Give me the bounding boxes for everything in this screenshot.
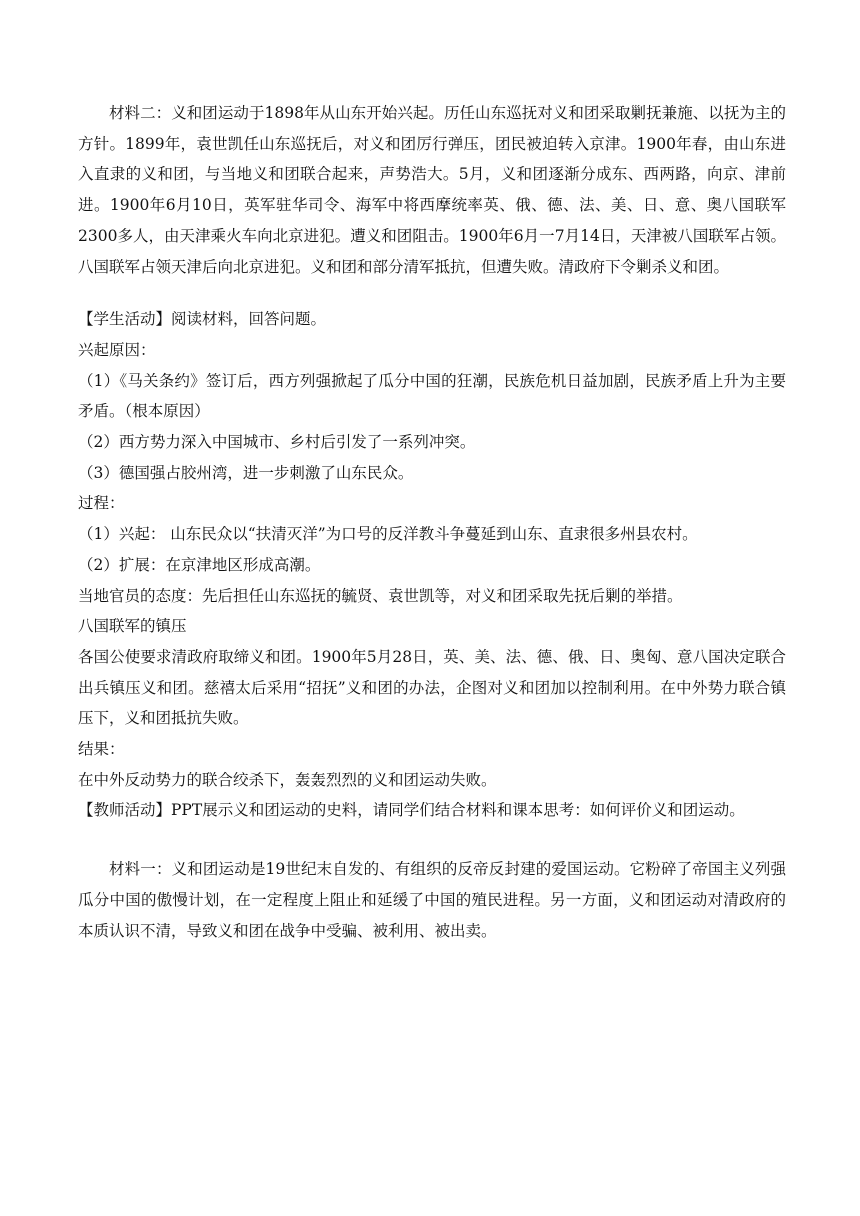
rise-cause-item: （3）德国强占胶州湾，进一步刺激了山东民众。 [78, 463, 414, 482]
spacer [78, 826, 786, 854]
process-item: （2）扩展：在京津地区形成高潮。 [78, 555, 321, 574]
officials-attitude-line: 当地官员的态度：先后担任山东巡抚的毓贤、袁世凯等，对义和团采取先抚后剿的举措。 [78, 586, 683, 605]
student-activity-line: 【学生活动】阅读材料，回答问题。 [78, 310, 327, 329]
spacer [78, 282, 786, 304]
process-item: （1）兴起： 山东民众以“扶清灭洋”为口号的反洋教斗争蔓延到山东、直隶很多州县农村。 [78, 525, 698, 544]
rise-causes-heading: 兴起原因： [78, 340, 156, 359]
result-paragraph: 在中外反动势力的联合绞杀下，轰轰烈烈的义和团运动失败。 [78, 770, 497, 789]
process-heading: 过程： [78, 494, 125, 513]
document-page [78, 98, 786, 946]
suppression-paragraph: 各国公使要求清政府取缔义和团。1900年5月28日，英、美、法、德、俄、日、奥匈、意八国决定联合出兵镇压义和团。慈禧太后采用“招抚”义和团的办法，企图对义和团加以控制利用。在中外势力联合镇压下，义和团抵抗失败。 [78, 647, 786, 728]
suppression-heading: 八国联军的镇压 [78, 617, 187, 636]
result-heading: 结果： [78, 740, 125, 759]
teacher-activity-paragraph: 【教师活动】PPT展示义和团运动的史料，请同学们结合材料和课本思考：如何评价义和团运动。 [78, 801, 745, 820]
rise-cause-item: （1）《马关条约》签订后，西方列强掀起了瓜分中国的狂潮，民族危机日益加剧，民族矛盾上升为主要矛盾。（根本原因） [78, 371, 786, 421]
material-one-paragraph: 材料一：义和团运动是19世纪末自发的、有组织的反帝反封建的爱国运动。它粉碎了帝国主义列强瓜分中国的傲慢计划，在一定程度上阻止和延缓了中国的殖民进程。另一方面，义和团运动对清政府的本质认识不清，导致义和团在战争中受骗、被利用、被出卖。 [78, 860, 786, 940]
material-two-paragraph: 材料二：义和团运动于1898年从山东开始兴起。历任山东巡抚对义和团采取剿抚兼施、以抚为主的方针。1899年，袁世凯任山东巡抚后，对义和团厉行弹压，团民被迫转入京津。1900年春，由山东进入直隶的义和团，与当地义和团联合起来，声势浩大。5月，义和团逐渐分成东、西两路，向京、津前进。1900年6月10日，英军驻华司令、海军中将西摩统率英、俄、德、法、美、日、意、奥八国联军2300多人，由天津乘火车向北京进犯。遭义和团阻击。1900年6月一7月14日，天津被八国联军占领。八国联军占领天津后向北京进犯。义和团和部分清军抵抗，但遭失败。清政府下令剿杀义和团。 [78, 104, 786, 276]
rise-cause-item: （2）西方势力深入中国城市、乡村后引发了一系列冲突。 [78, 433, 476, 452]
